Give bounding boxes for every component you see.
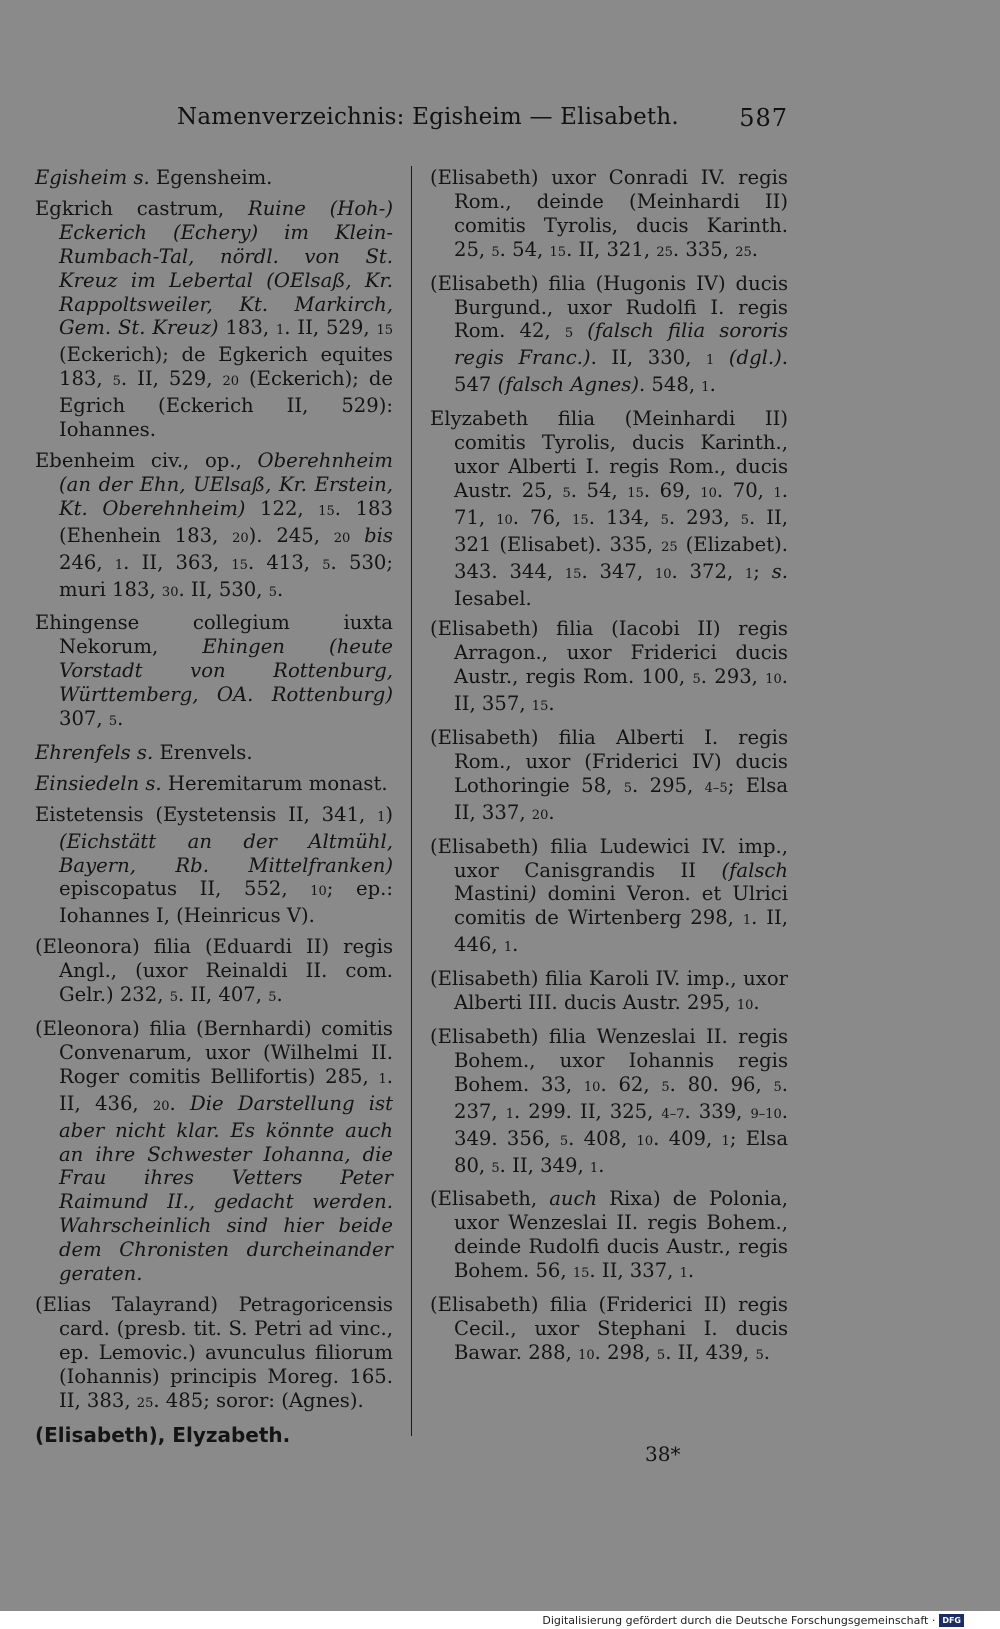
- section-heading: (Elisabeth), Elyzabeth.: [35, 1422, 291, 1447]
- dfg-logo: DFG: [939, 1614, 964, 1627]
- index-entry: (Elisabeth) uxor Conradi IV. regis Rom., deinde (Meinhardi II) comitis Tyrolis, ducis Karinth. 25, 5. 54, 15. II, 321, 25. 335, 25.: [430, 166, 788, 261]
- footer-text: Digitalisierung gefördert durch die Deutsche Forschungsgemeinschaft ·: [542, 1614, 936, 1627]
- index-entry: (Elisabeth, auch Rixa) de Polonia, uxor Wenzeslai II. regis Bohem., deinde Rudolfi ducis Austr., regis Bohem. 56, 15. II, 337, 1.: [430, 1187, 788, 1283]
- index-entry: (Eleonora) filia (Bernhardi) comitis Convenarum, uxor (Wilhelmi II. Roger comitis Bellifortis) 285, 1. II, 436, 20. Die Darstellung ist aber nicht klar. Es könnte auch an ihre Schwester Iohanna, die Frau ihres Vetters Peter Raimund II., gedacht werden. Wahrscheinlich sind hier beide dem Chronisten durcheinander geraten.: [35, 1017, 393, 1286]
- index-entry: (Elisabeth) filia (Friderici II) regis Cecil., uxor Stephani I. ducis Bawar. 288, 10. 298, 5. II, 439, 5.: [430, 1293, 788, 1364]
- index-entry: (Elisabeth) filia Karoli IV. imp., uxor Alberti III. ducis Austr. 295, 10.: [430, 967, 788, 1015]
- right-column: [430, 166, 788, 1375]
- index-entry: Elyzabeth filia (Meinhardi II) comitis Tyrolis, ducis Karinth., uxor Alberti I. regis Rom., ducis Austr. 25, 5. 54, 15. 69, 10. 70, 1. 71, 10. 76, 15. 134, 5. 293, 5. II, 321 (Elisabet). 335, 25 (Elizabet). 343. 344, 15. 347, 10. 372, 1; s. Iesabel.: [430, 407, 788, 610]
- page-number: 587: [739, 104, 788, 132]
- index-entry: Egkrich castrum, Ruine (Hoh-) Eckerich (Echery) im Klein-Rumbach-Tal, nördl. von St. Kreuz im Lebertal (OElsaß, Kr. Rappoltsweiler, Kt. Markirch, Gem. St. Kreuz) 183, 1. II, 529, 15 (Eckerich); de Egkerich equites 183, 5. II, 529, 20 (Eckerich); de Egrich (Eckerich II, 529): Iohannes.: [35, 196, 394, 442]
- column-divider: [411, 166, 412, 1436]
- footer: [542, 1612, 964, 1629]
- left-column: [35, 166, 393, 1447]
- index-entry: (Eleonora) filia (Eduardi II) regis Angl., (uxor Reinaldi II. com. Gelr.) 232, 5. II, 407, 5.: [35, 935, 393, 1007]
- index-entry: Ebenheim civ., op., Oberehnheim (an der Ehn, UElsaß, Kr. Erstein, Kt. Oberehnheim) 122, 15. 183 (Ehenhein 183, 20). 245, 20 bis 246, 1. II, 363, 15. 413, 5. 530; muri 183, 30. II, 530, 5.: [35, 448, 393, 601]
- index-entry: Eistetensis (Eystetensis II, 341, 1) (Eichstätt an der Altmühl, Bayern, Rb. Mittelfranken) episcopatus II, 552, 10; ep.: Iohannes I, (Heinricus V).: [35, 802, 393, 928]
- index-entry: (Elisabeth) filia Ludewici IV. imp., uxor Canisgrandis II (falsch Mastini) domini Veron. et Ulrici comitis de Wirtenberg 298, 1. II, 446, 1.: [430, 834, 788, 957]
- index-entry: (Elisabeth) filia (Hugonis IV) ducis Burgund., uxor Rudolfi I. regis Rom. 42, 5 (falsch filia sororis regis Franc.). II, 330, 1 (dgl.). 547 (falsch Agnes). 548, 1.: [430, 271, 789, 397]
- index-entry: Ehrenfels s. Erenvels.: [35, 740, 253, 764]
- signature-mark: 38*: [645, 1442, 681, 1466]
- index-entry: (Elias Talayrand) Petragoricensis card. (presb. tit. S. Petri ad vinc., ep. Lemovic.) avunculus filiorum (Iohannis) principis Moreg. 165. II, 383, 25. 485; soror: (Agnes).: [35, 1292, 393, 1412]
- index-entry: Einsiedeln s. Heremitarum monast.: [35, 771, 388, 795]
- index-entry: (Elisabeth) filia Alberti I. regis Rom., uxor (Friderici IV) ducis Lothoringie 58, 5. 295, 4–5; Elsa II, 337, 20.: [430, 726, 789, 824]
- index-entry: (Elisabeth) filia Wenzeslai II. regis Bohem., uxor Iohannis regis Bohem. 33, 10. 62, 5. 80. 96, 5. 237, 1. 299. II, 325, 4–7. 339, 9–10. 349. 356, 5. 408, 10. 409, 1; Elsa 80, 5. II, 349, 1.: [430, 1025, 789, 1177]
- header-title: Namenverzeichnis: Egisheim — Elisabeth.: [177, 104, 679, 130]
- index-entry: (Elisabeth) filia (Iacobi II) regis Arragon., uxor Friderici ducis Austr., regis Rom. 100, 5. 293, 10. II, 357, 15.: [430, 617, 789, 716]
- index-entry: Egisheim s. Egensheim.: [35, 166, 273, 189]
- index-entry: Ehingense collegium iuxta Nekorum, Ehingen (heute Vorstadt von Rottenburg, Württemberg, OA. Rottenburg) 307, 5.: [35, 611, 393, 731]
